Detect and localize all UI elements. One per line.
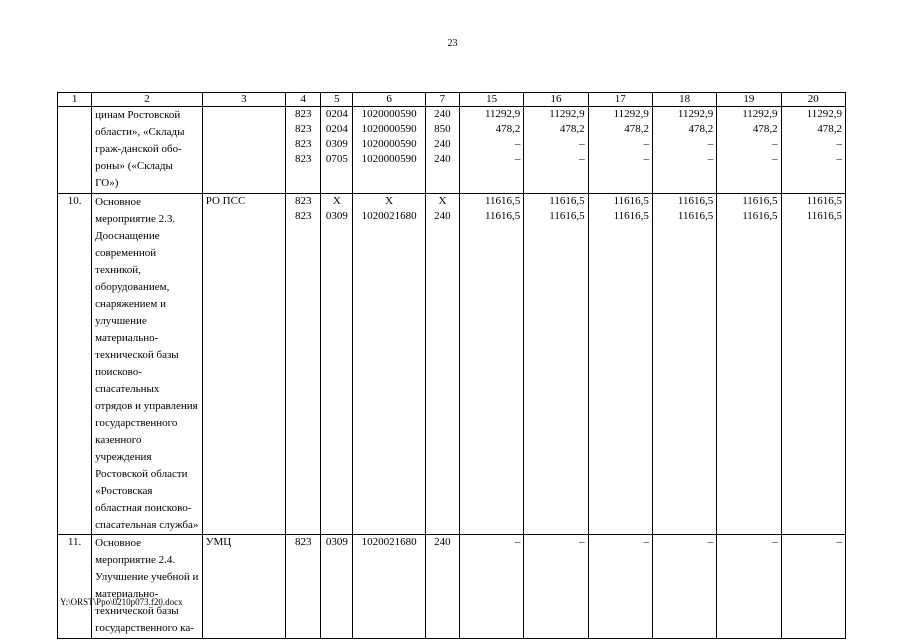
header-cell: 17 xyxy=(588,93,652,107)
year-value xyxy=(524,107,588,194)
table-row xyxy=(58,107,846,194)
year-value xyxy=(460,535,524,639)
section-code-line: 0309 xyxy=(325,210,348,222)
year-value-line: – xyxy=(579,153,585,165)
header-cell: 4 xyxy=(286,93,321,107)
measure-name: цинам Ростовской области», «Склады граж-данской обо-роны» («Склады ГО») xyxy=(92,107,203,194)
section-code xyxy=(321,535,353,639)
section-code-line: 0204 xyxy=(325,108,348,120)
expense-type-code-line: 240 xyxy=(434,153,451,165)
year-value xyxy=(781,194,845,535)
table-row xyxy=(58,535,846,639)
grbs-code-line: 823 xyxy=(294,210,312,222)
header-cell: 1 xyxy=(58,93,92,107)
year-value-line: 11616,5 xyxy=(677,195,714,207)
year-value-line: – xyxy=(836,153,842,165)
target-code xyxy=(353,535,425,639)
header-row xyxy=(58,93,846,107)
year-value xyxy=(652,107,716,194)
year-value-line: – xyxy=(643,153,649,165)
row-number xyxy=(58,107,92,194)
expense-type-code-line: 850 xyxy=(434,123,451,135)
year-value xyxy=(524,535,588,639)
year-value-line: 11616,5 xyxy=(806,195,842,207)
year-value-line: 11616,5 xyxy=(549,210,585,222)
expense-type-code xyxy=(425,194,459,535)
year-value-line: – xyxy=(514,138,521,150)
year-value-line: – xyxy=(836,536,842,548)
year-value-line: – xyxy=(707,153,714,165)
year-value-line: 11616,5 xyxy=(484,195,521,207)
target-code-line: 1020021680 xyxy=(361,210,417,222)
row-number: 10. xyxy=(58,194,92,535)
row-number: 11. xyxy=(58,535,92,639)
year-value-line: 478,2 xyxy=(817,123,842,135)
year-value-line: 11616,5 xyxy=(806,210,842,222)
year-value-line: 478,2 xyxy=(495,123,521,135)
expense-type-code-line: Х xyxy=(438,195,447,207)
year-value-line: – xyxy=(772,153,778,165)
expense-type-code-line: 240 xyxy=(434,108,451,120)
year-value-line: – xyxy=(707,138,714,150)
header-cell: 5 xyxy=(321,93,353,107)
grbs-code xyxy=(286,107,321,194)
year-value-line: 11616,5 xyxy=(549,195,585,207)
target-code-line: 1020000590 xyxy=(361,138,417,150)
header-cell: 3 xyxy=(202,93,285,107)
executor: УМЦ xyxy=(202,535,285,639)
section-code-line: 0705 xyxy=(325,153,348,165)
year-value-line: 478,2 xyxy=(688,123,714,135)
year-value xyxy=(460,194,524,535)
year-value-line: – xyxy=(772,138,778,150)
target-code-line: 1020021680 xyxy=(361,536,417,548)
year-value-line: 478,2 xyxy=(624,123,649,135)
year-value xyxy=(460,107,524,194)
year-value xyxy=(652,194,716,535)
year-value-line: 11292,9 xyxy=(742,108,778,120)
year-value xyxy=(717,535,781,639)
year-value xyxy=(652,535,716,639)
grbs-code-line: 823 xyxy=(294,108,312,120)
section-code-line: 0309 xyxy=(325,138,348,150)
section-code-line: 0309 xyxy=(325,536,348,548)
year-value-line: – xyxy=(836,138,842,150)
header-cell: 15 xyxy=(460,93,524,107)
measure-name: Основное мероприятие 2.4. Улучшение учебной и материально-технической базы государственного ка- xyxy=(92,535,203,639)
expense-type-code-line: 240 xyxy=(434,138,451,150)
year-value-line: 11292,9 xyxy=(677,108,714,120)
year-value-line: – xyxy=(643,138,649,150)
year-value xyxy=(588,535,652,639)
year-value-line: 11292,9 xyxy=(549,108,585,120)
header-cell: 19 xyxy=(717,93,781,107)
year-value xyxy=(781,107,845,194)
year-value-line: 11616,5 xyxy=(677,210,714,222)
grbs-code-line: 823 xyxy=(294,123,312,135)
target-code xyxy=(353,194,425,535)
year-value xyxy=(717,107,781,194)
year-value-line: 478,2 xyxy=(752,123,778,135)
section-code xyxy=(321,107,353,194)
expense-type-code xyxy=(425,535,459,639)
year-value xyxy=(588,194,652,535)
target-code-line: Х xyxy=(385,195,394,207)
year-value-line: – xyxy=(514,536,521,548)
expense-type-code-line: 240 xyxy=(434,536,451,548)
grbs-code-line: 823 xyxy=(294,138,312,150)
year-value xyxy=(717,194,781,535)
target-code-line: 1020000590 xyxy=(361,108,417,120)
header-cell: 18 xyxy=(652,93,716,107)
grbs-code-line: 823 xyxy=(294,153,312,165)
year-value-line: 11616,5 xyxy=(613,210,649,222)
measure-name: Основное мероприятие 2.3. Дооснащение современной техникой, оборудованием, снаряжением и улучшение материально-технической базы поисково-спасательных отрядов и управления государственного казенного учреждения Ростовской области «Ростовская областная поисково-спасательная служба» xyxy=(92,194,203,535)
grbs-code-line: 823 xyxy=(294,195,312,207)
header-cell: 16 xyxy=(524,93,588,107)
year-value-line: 11292,9 xyxy=(484,108,521,120)
section-code-line: 0204 xyxy=(325,123,348,135)
year-value-line: – xyxy=(514,153,521,165)
year-value-line: – xyxy=(579,536,585,548)
year-value xyxy=(588,107,652,194)
year-value-line: – xyxy=(707,536,714,548)
grbs-code xyxy=(286,194,321,535)
year-value-line: 11292,9 xyxy=(613,108,649,120)
header-cell: 7 xyxy=(425,93,459,107)
year-value-line: – xyxy=(643,536,649,548)
year-value-line: – xyxy=(772,536,778,548)
year-value-line: 11616,5 xyxy=(742,210,778,222)
header-cell: 20 xyxy=(781,93,845,107)
year-value-line: 478,2 xyxy=(559,123,585,135)
grbs-code xyxy=(286,535,321,639)
executor xyxy=(202,107,285,194)
section-code-line: Х xyxy=(332,195,341,207)
file-path-footer: Y:\ORST\Ppo\0210p073.f20.docx xyxy=(60,597,183,607)
expense-type-code-line: 240 xyxy=(434,210,451,222)
executor: РО ПСС xyxy=(202,194,285,535)
table-row xyxy=(58,194,846,535)
target-code-line: 1020000590 xyxy=(361,153,417,165)
year-value-line: 11616,5 xyxy=(484,210,521,222)
section-code xyxy=(321,194,353,535)
year-value-line: – xyxy=(579,138,585,150)
year-value xyxy=(524,194,588,535)
year-value xyxy=(781,535,845,639)
expense-type-code xyxy=(425,107,459,194)
target-code xyxy=(353,107,425,194)
header-cell: 2 xyxy=(92,93,203,107)
target-code-line: 1020000590 xyxy=(361,123,417,135)
page-number: 23 xyxy=(447,38,458,49)
budget-table xyxy=(57,92,846,639)
grbs-code-line: 823 xyxy=(294,536,312,548)
header-cell: 6 xyxy=(353,93,425,107)
year-value-line: 11616,5 xyxy=(613,195,649,207)
year-value-line: 11292,9 xyxy=(806,108,842,120)
year-value-line: 11616,5 xyxy=(742,195,778,207)
